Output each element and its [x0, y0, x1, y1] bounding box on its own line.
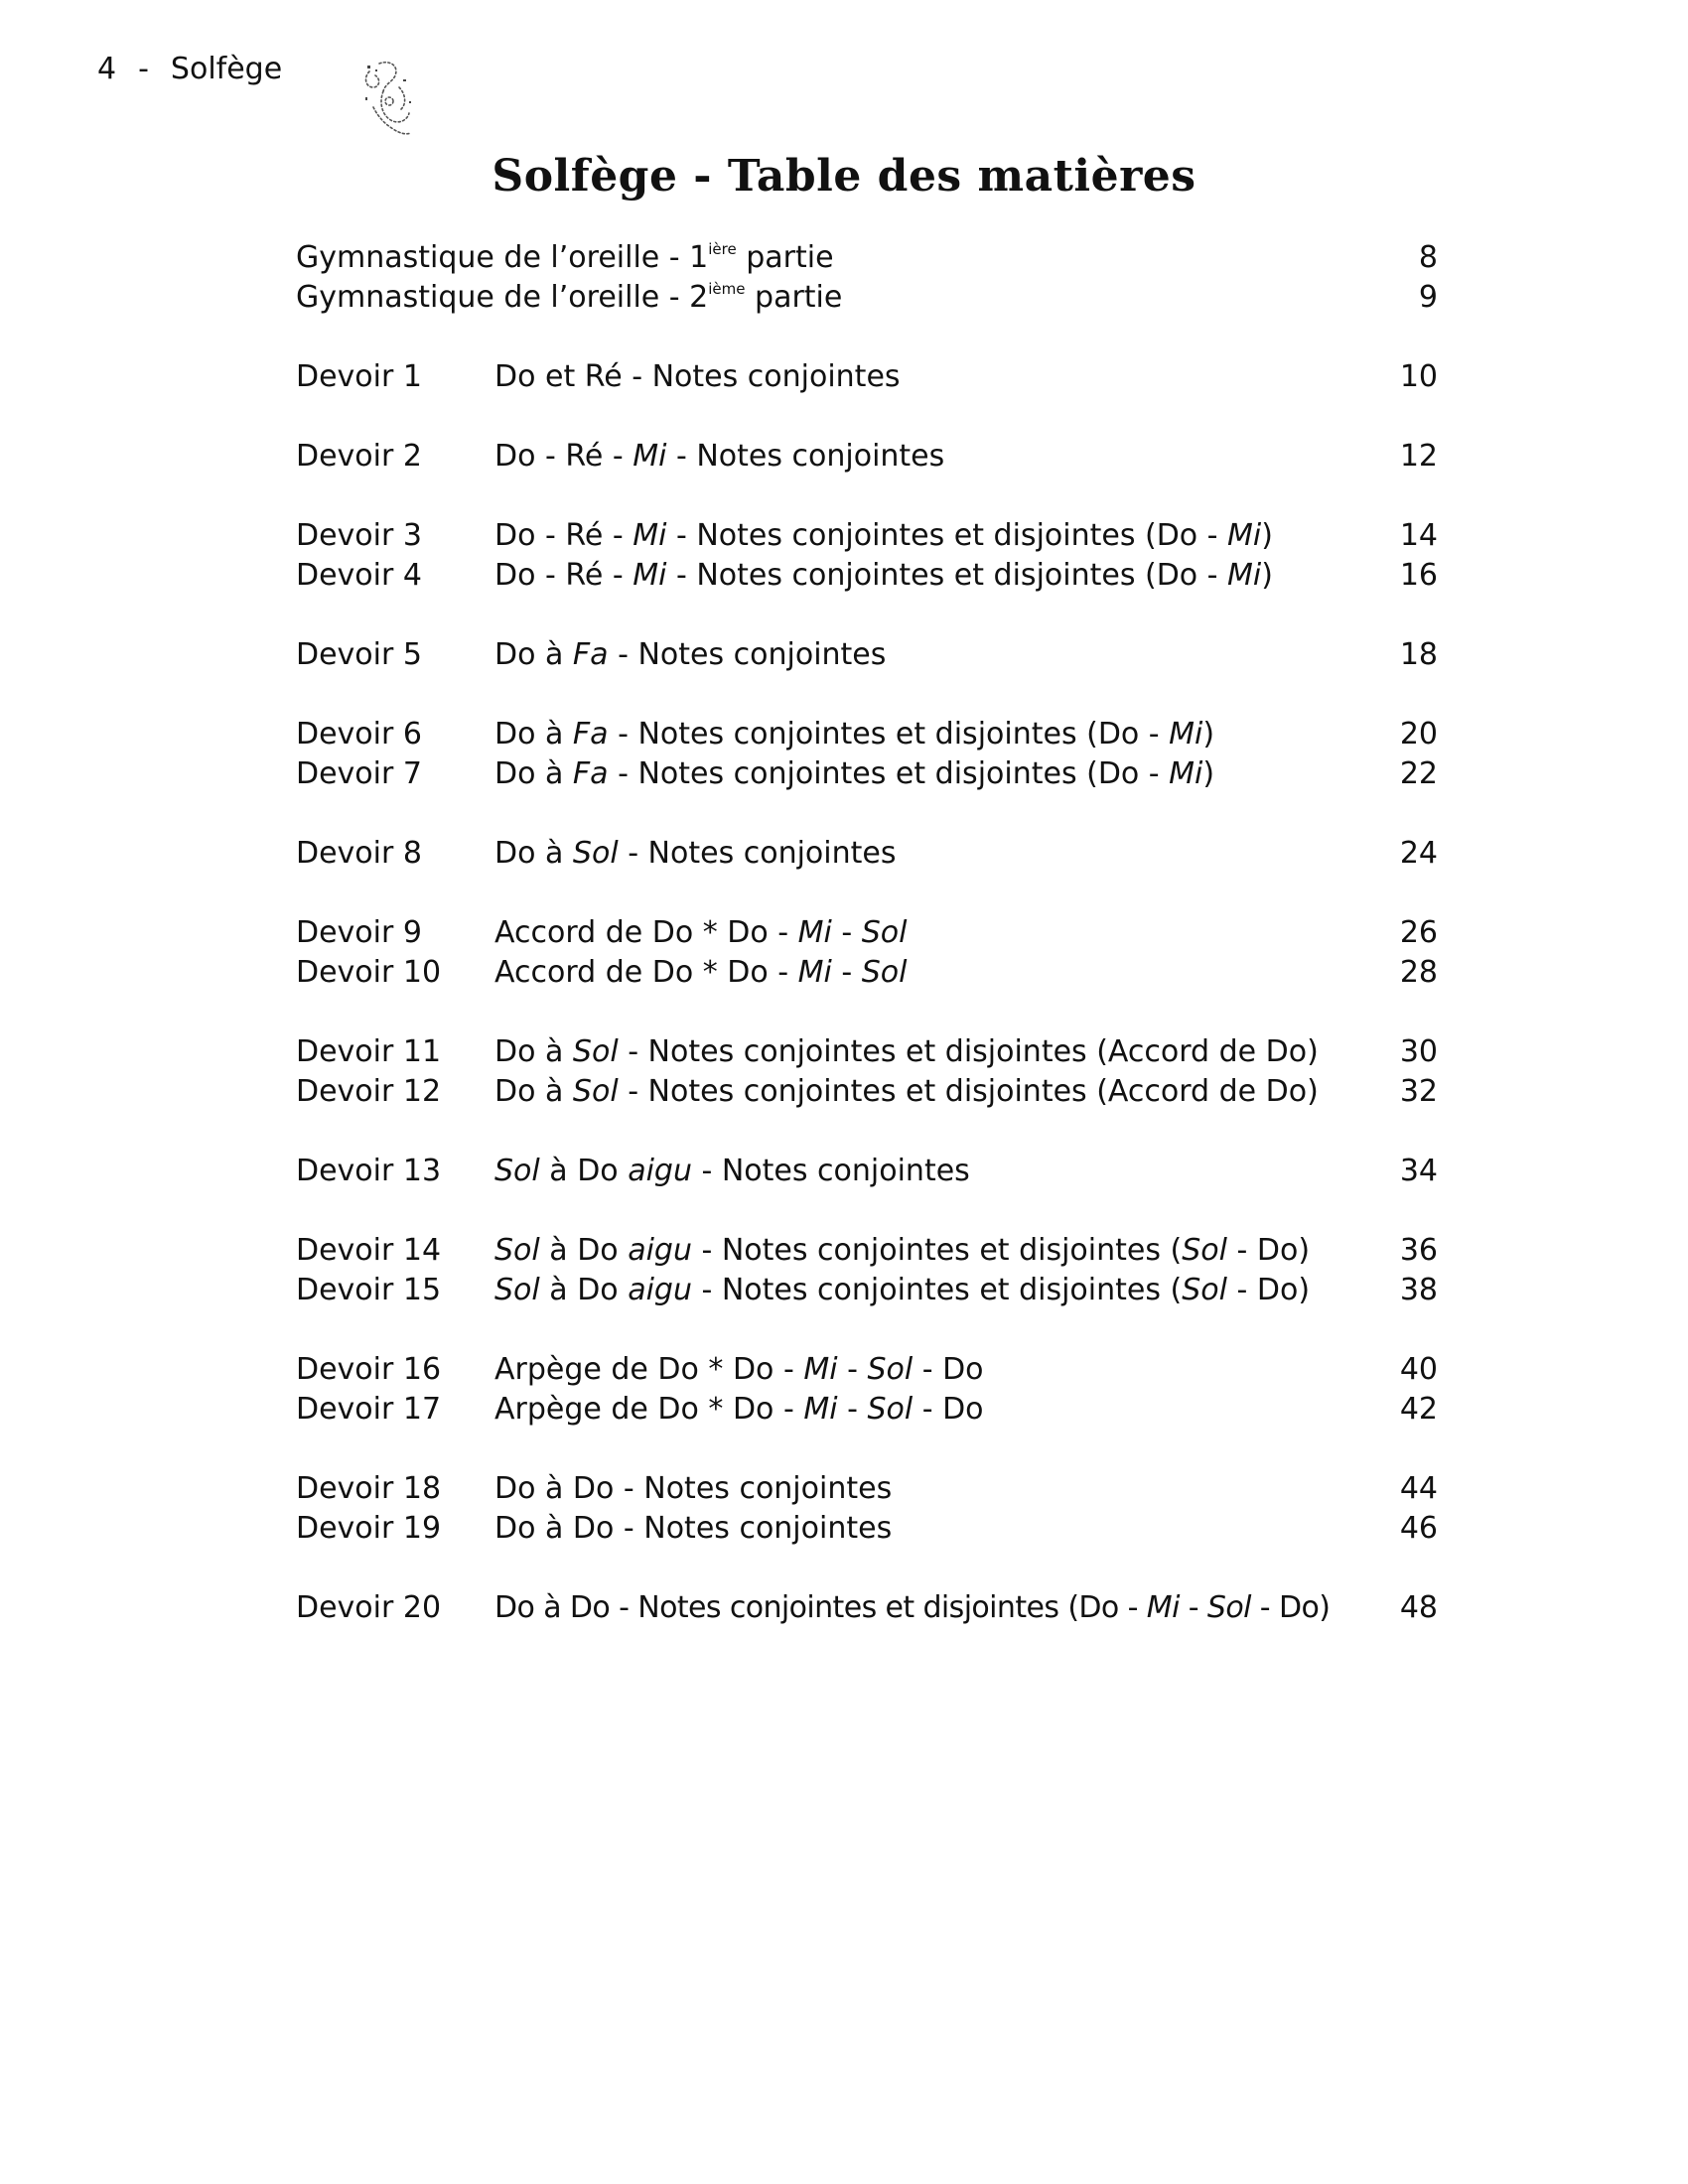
clef-ornament-icon — [359, 58, 419, 139]
toc-page-number: 42 — [1399, 1392, 1438, 1427]
note-name: Sol — [867, 1352, 914, 1387]
toc-entry-label: Devoir 14 — [296, 1233, 442, 1268]
toc-entry-text: Do - Ré - — [494, 439, 633, 474]
toc-entry-label: Devoir 6 — [296, 717, 422, 751]
note-name: Mi — [1169, 717, 1203, 751]
toc-intro-row — [296, 238, 1438, 278]
note-name: Sol — [1182, 1233, 1227, 1268]
toc-entry-label: Devoir 16 — [296, 1352, 442, 1387]
toc-entry-text: ) — [1261, 558, 1273, 593]
toc-page-number: 16 — [1399, 558, 1438, 593]
toc-entry-label: Devoir 2 — [296, 439, 422, 474]
toc-entry-text: - Notes conjointes — [666, 439, 945, 474]
note-name: Mi — [803, 1392, 838, 1427]
note-name: Sol — [572, 1074, 619, 1109]
toc-entry-label: Devoir 17 — [296, 1392, 442, 1427]
toc-entry-text: - Notes conjointes et disjointes ( — [691, 1233, 1183, 1268]
toc-entry-text: - — [837, 1352, 868, 1387]
toc-intro-text: Gymnastique de l’oreille - 1 — [296, 240, 709, 275]
toc-entry-text: - Do) — [1226, 1273, 1311, 1307]
toc-page-number: 30 — [1399, 1034, 1438, 1069]
note-name: aigu — [628, 1154, 692, 1188]
toc-entry-text: Do à Do - Notes conjointes et disjointes (Do - — [494, 1590, 1147, 1625]
toc-entry-text: - Notes conjointes et disjointes (Do - — [608, 756, 1170, 791]
toc-page-number: 32 — [1399, 1074, 1438, 1109]
toc-entry-text: Accord de Do * Do - — [494, 955, 798, 990]
note-name: Fa — [572, 637, 609, 672]
note-name: Mi — [633, 558, 667, 593]
toc-page-number: 12 — [1399, 439, 1438, 474]
toc-page-number: 26 — [1399, 915, 1438, 950]
toc-entry-label: Devoir 15 — [296, 1273, 442, 1307]
toc-entry-label: Devoir 9 — [296, 915, 422, 950]
toc-entry-row — [296, 556, 1438, 596]
toc-intro-text: partie — [736, 240, 834, 275]
toc-page-number: 22 — [1399, 756, 1438, 791]
note-name: Mi — [1169, 756, 1203, 791]
note-name: Fa — [572, 756, 609, 791]
toc-entry-text: Accord de Do * Do - — [494, 915, 798, 950]
toc-entry-title — [494, 357, 901, 397]
note-name: Sol — [494, 1154, 540, 1188]
toc-page-number: 14 — [1399, 518, 1438, 553]
note-name: Sol — [861, 955, 908, 990]
toc-entry-text: - Do — [913, 1352, 984, 1387]
toc-entry-title — [494, 1350, 984, 1390]
toc-entry-text: Do à Do - Notes conjointes — [494, 1511, 893, 1546]
toc-entry-title — [494, 754, 1214, 794]
toc-entry-title — [494, 715, 1214, 754]
toc-entry-text: - Do — [913, 1392, 984, 1427]
toc-entry-title — [494, 1469, 892, 1509]
toc-entry-label: Devoir 5 — [296, 637, 422, 672]
toc-entry-row — [296, 1390, 1438, 1430]
toc-entry-title — [494, 1072, 1319, 1112]
note-name: aigu — [628, 1233, 692, 1268]
toc-entry-label: Devoir 10 — [296, 955, 442, 990]
toc-entry-row — [296, 1271, 1438, 1310]
toc-entry-text: Do à — [494, 637, 573, 672]
toc-entry-text: à Do — [539, 1233, 629, 1268]
toc-entry-text: Do - Ré - — [494, 558, 633, 593]
toc-entry-text: - Notes conjointes — [608, 637, 887, 672]
note-name: Fa — [572, 717, 609, 751]
toc-entry-row — [296, 715, 1438, 754]
toc-entry-label: Devoir 11 — [296, 1034, 442, 1069]
toc-entry-text: - — [831, 955, 862, 990]
toc-entry-text: - Notes conjointes et disjointes ( — [691, 1273, 1183, 1307]
toc-entry-label: Devoir 13 — [296, 1154, 442, 1188]
ordinal-suffix: ière — [708, 240, 737, 258]
toc-page-number: 36 — [1399, 1233, 1438, 1268]
page-number: 4 — [97, 52, 117, 86]
toc-page-number: 28 — [1399, 955, 1438, 990]
toc-entry-title — [494, 1152, 970, 1191]
toc-entry-title — [494, 556, 1273, 596]
toc-entry-text: Do à — [494, 1074, 573, 1109]
toc-entry-row — [296, 953, 1438, 993]
toc-entry-row — [296, 437, 1438, 477]
toc-entry-title — [494, 1271, 1310, 1310]
toc-entry-title — [494, 1032, 1319, 1072]
note-name: Mi — [803, 1352, 838, 1387]
note-name: Mi — [797, 955, 832, 990]
toc-entry-text: Arpège de Do * Do - — [494, 1392, 804, 1427]
toc-entry-title — [494, 635, 886, 675]
toc-entry-text: - Notes conjointes et disjointes (Accord de Do) — [618, 1074, 1319, 1109]
note-name: Mi — [633, 518, 667, 553]
toc-entry-label: Devoir 18 — [296, 1471, 442, 1506]
toc-entry-text: - Notes conjointes et disjointes (Do - — [666, 558, 1228, 593]
toc-entry-text: - — [1179, 1590, 1207, 1625]
toc-entry-title — [494, 953, 908, 993]
toc-entry-title — [494, 516, 1273, 556]
toc-entry-text: - Notes conjointes et disjointes (Do - — [666, 518, 1228, 553]
toc-entry-row — [296, 516, 1438, 556]
toc-entry-text: - Notes conjointes et disjointes (Accord de Do) — [618, 1034, 1319, 1069]
toc-page-number: 10 — [1399, 359, 1438, 394]
note-name: Sol — [572, 836, 619, 871]
note-name: Mi — [633, 439, 667, 474]
toc-page-number: 44 — [1399, 1471, 1438, 1506]
toc-page-number: 18 — [1399, 637, 1438, 672]
toc-page-number: 20 — [1399, 717, 1438, 751]
toc-entry-text: Arpège de Do * Do - — [494, 1352, 804, 1387]
note-name: Sol — [1206, 1590, 1251, 1625]
note-name: Sol — [867, 1392, 914, 1427]
toc-entry-text: Do à — [494, 1034, 573, 1069]
table-of-contents — [296, 238, 1438, 1628]
toc-entry-text: Do à — [494, 836, 573, 871]
ordinal-suffix: ième — [708, 280, 746, 298]
toc-entry-row — [296, 1509, 1438, 1549]
toc-entry-text: Do à — [494, 756, 573, 791]
toc-page-number: 48 — [1399, 1590, 1438, 1625]
toc-entry-row — [296, 913, 1438, 953]
toc-entry-text: - — [837, 1392, 868, 1427]
note-name: Sol — [861, 915, 908, 950]
toc-entry-title — [494, 437, 944, 477]
toc-entry-title — [494, 913, 908, 953]
toc-entry-title — [494, 834, 897, 874]
toc-entry-row — [296, 834, 1438, 874]
note-name: Sol — [494, 1273, 540, 1307]
toc-entry-label: Devoir 1 — [296, 359, 422, 394]
toc-entry-text: - Notes conjointes — [618, 836, 897, 871]
toc-entry-text: Do à Do - Notes conjointes — [494, 1471, 893, 1506]
toc-intro-title — [296, 278, 842, 322]
toc-entry-title — [494, 1588, 1330, 1628]
note-name: Sol — [494, 1233, 540, 1268]
toc-entry-row — [296, 357, 1438, 397]
toc-entry-title — [494, 1509, 892, 1549]
section-name: Solfège — [170, 52, 283, 86]
toc-entry-row — [296, 1469, 1438, 1509]
toc-entry-text: à Do — [539, 1154, 629, 1188]
toc-entry-label: Devoir 20 — [296, 1590, 442, 1625]
toc-page-number: 38 — [1399, 1273, 1438, 1307]
toc-entry-title — [494, 1390, 984, 1430]
toc-entry-text: Do - Ré - — [494, 518, 633, 553]
toc-entry-text: ) — [1202, 717, 1215, 751]
toc-entry-label: Devoir 3 — [296, 518, 422, 553]
toc-page-number: 40 — [1399, 1352, 1438, 1387]
toc-entry-text: Do et Ré - Notes conjointes — [494, 359, 901, 394]
note-name: Mi — [1146, 1590, 1180, 1625]
toc-entry-row — [296, 1231, 1438, 1271]
note-name: Mi — [1227, 558, 1262, 593]
page-title: Solfège - Table des matières — [492, 151, 1196, 202]
toc-entry-label: Devoir 4 — [296, 558, 422, 593]
toc-entry-text: ) — [1202, 756, 1215, 791]
toc-entry-text: - Notes conjointes et disjointes (Do - — [608, 717, 1170, 751]
toc-entry-text: à Do — [539, 1273, 629, 1307]
toc-entry-text: Do à — [494, 717, 573, 751]
note-name: Sol — [1182, 1273, 1227, 1307]
toc-entry-label: Devoir 12 — [296, 1074, 442, 1109]
toc-page-number: 9 — [1418, 280, 1438, 315]
note-name: aigu — [628, 1273, 692, 1307]
toc-entry-label: Devoir 7 — [296, 756, 422, 791]
toc-intro-text: Gymnastique de l’oreille - 2 — [296, 280, 709, 315]
running-head — [97, 50, 282, 89]
toc-entry-row — [296, 1072, 1438, 1112]
toc-entry-text: ) — [1261, 518, 1273, 553]
toc-entry-label: Devoir 8 — [296, 836, 422, 871]
note-name: Sol — [572, 1034, 619, 1069]
toc-page-number: 46 — [1399, 1511, 1438, 1546]
toc-entry-row — [296, 1152, 1438, 1191]
toc-entry-text: - — [831, 915, 862, 950]
toc-page-number: 24 — [1399, 836, 1438, 871]
toc-entry-row — [296, 754, 1438, 794]
note-name: Mi — [797, 915, 832, 950]
note-name: Mi — [1227, 518, 1262, 553]
toc-intro-text: partie — [745, 280, 843, 315]
toc-page-number: 8 — [1418, 240, 1438, 275]
toc-intro-title — [296, 238, 834, 282]
toc-entry-row — [296, 1032, 1438, 1072]
toc-entry-text: - Do) — [1250, 1590, 1331, 1625]
toc-entry-text: - Do) — [1226, 1233, 1311, 1268]
toc-entry-title — [494, 1231, 1310, 1271]
toc-intro-row — [296, 278, 1438, 318]
toc-page-number: 34 — [1399, 1154, 1438, 1188]
toc-entry-row — [296, 1588, 1438, 1628]
toc-entry-label: Devoir 19 — [296, 1511, 442, 1546]
toc-entry-row — [296, 635, 1438, 675]
toc-entry-row — [296, 1350, 1438, 1390]
header-separator: - — [138, 52, 149, 86]
toc-entry-text: - Notes conjointes — [691, 1154, 970, 1188]
